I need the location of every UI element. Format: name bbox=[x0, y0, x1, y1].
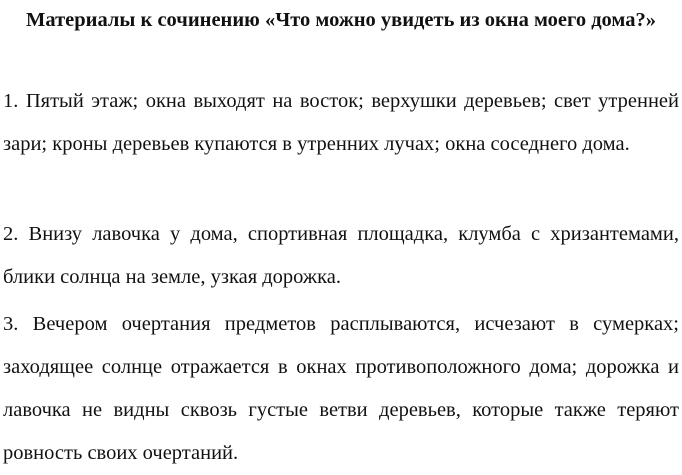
paragraph-3: 3. Вечером очертания предметов расплываются, исчезают в сумерках; заходящее солнце отражается в окнах противоположного дома; дорожка и лавочка не видны сквозь густые ветви деревьев, которые также теряют ровность своих очертаний. bbox=[3, 313, 679, 464]
paragraph-2: 2. Внизу лавочка у дома, спортивная площадка, клумба с хризантемами, блики солнца на земле, узкая дорожка. bbox=[3, 223, 679, 288]
document-title: Материалы к сочинению «Что можно увидеть из окна моего дома?» bbox=[26, 9, 656, 31]
paragraph-1: 1. Пятый этаж; окна выходят на восток; верхушки деревьев; свет утренней зари; кроны деревьев купаются в утренних лучах; окна соседнего дома. bbox=[3, 90, 679, 155]
